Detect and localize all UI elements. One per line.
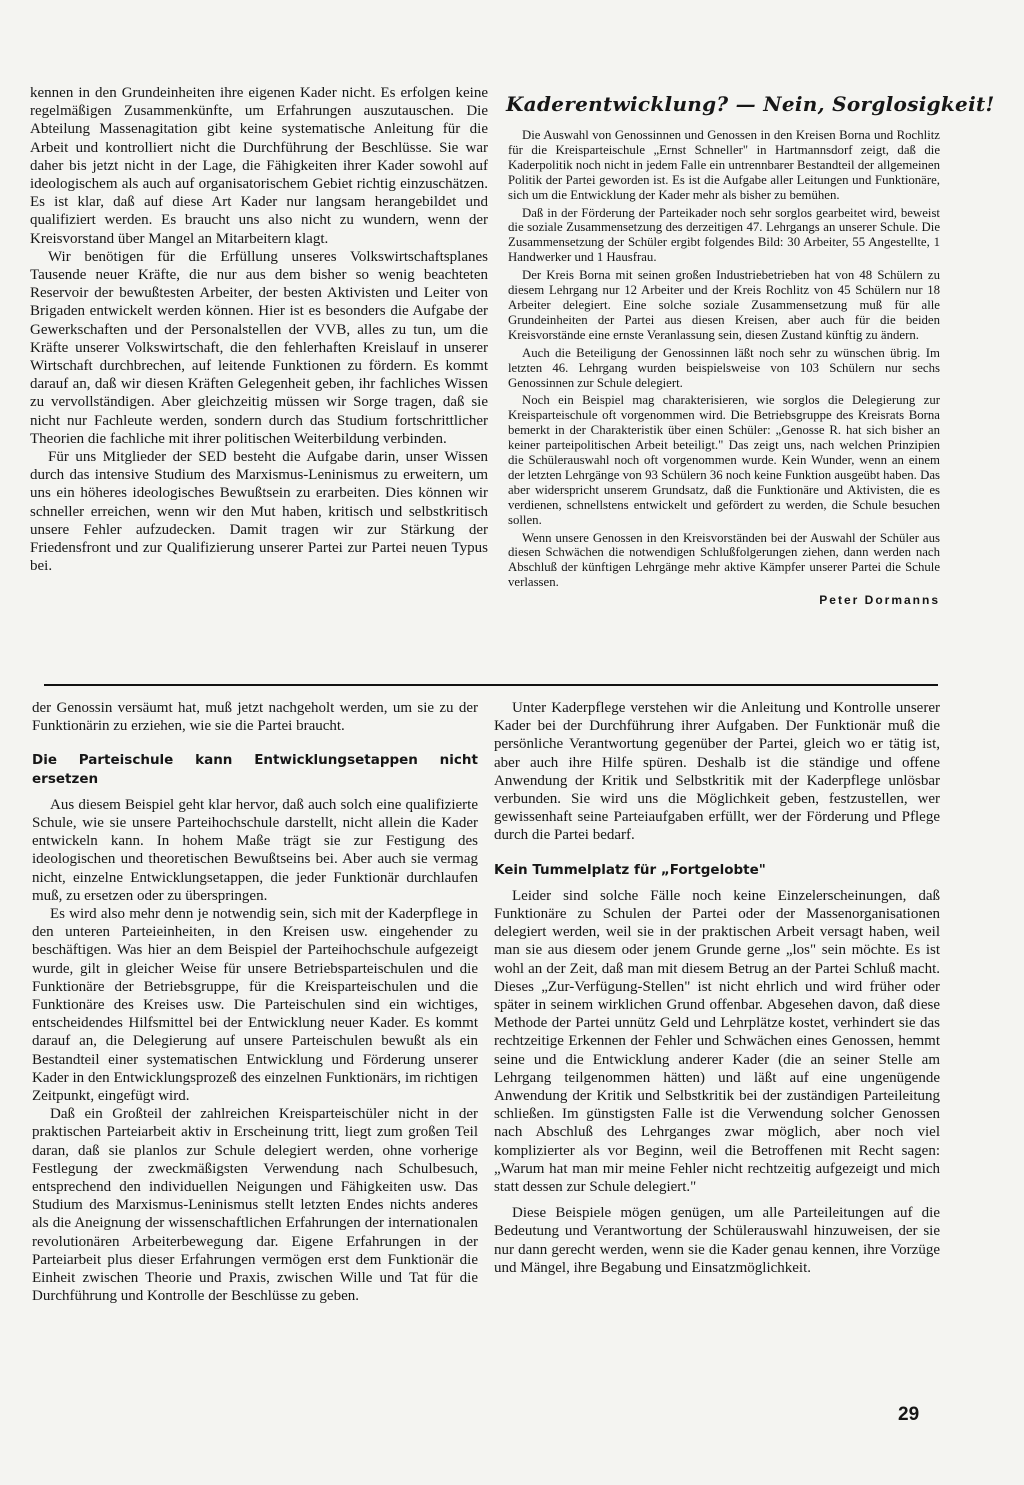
bottom-right-column xyxy=(494,699,940,1277)
paragraph: Wenn unsere Genossen in den Kreisvorständen bei der Auswahl der Schüler aus diesen Schwächen die notwendigen Schlußfolgerungen ziehen, dann werden nach Abschluß der künftigen Lehrgänge mehr aktive Kämpfer unserer Partei die Schule verlassen. xyxy=(508,530,940,590)
paragraph: Daß ein Großteil der zahlreichen Kreisparteischüler nicht in der praktischen Parteiarbeit aktiv in Erscheinung tritt, liegt zum großen Teil daran, daß sie planlos zur Schule delegiert werden, ohne vorherige Festlegung der zweckmäßigsten Verwendung nach Schulbesuch, entsprechend den individuellen Neigungen und Fähigkeiten usw. Das Studium des Marxismus-Leninismus stellt letzten Endes nichts anderes als die Aneignung der wissenschaftlichen Erfahrungen der internationalen revolutionären Arbeiterbewegung dar. Eigene Erfahrungen in der Parteiarbeit plus dieser Erfahrungen vermögen erst dem Funktionär die Einheit zwischen Theorie und Praxis, zwischen Wille und Tat für die Durchführung und Kontrolle der Beschlüsse zu geben. xyxy=(32,1106,478,1305)
section-subheading: Kein Tummelplatz für „Fortgelobte" xyxy=(494,861,766,878)
paragraph: der Genossin versäumt hat, muß jetzt nachgeholt werden, um sie zu der Funktionärin zu erziehen, wie sie die Partei braucht. xyxy=(32,700,478,735)
paragraph: Aus diesem Beispiel geht klar hervor, daß auch solch eine qualifizierte Schule, wie sie unsere Parteihochschule darstellt, nicht allein die Kader entwickeln kann. In hohem Maße trägt sie zur Festigung des ideologischen und theoretischen Bewußtseins bei. Aber auch sie vermag nicht, einzelne Entwicklungsetappen, die jeder Funktionär durchlaufen muß, zu ersetzen oder zu überspringen. xyxy=(32,796,478,904)
paragraph: Unter Kaderpflege verstehen wir die Anleitung und Kontrolle unserer Kader bei der Durchführung ihrer Aufgaben. Der Funktionär muß die persönliche Verantwortung gegenüber der Partei, gleich wo er tätig ist, aber auch ihre Hilfe spüren. Deshalb ist die ständige und offene Anwendung der Kritik und Selbstkritik mit der Kaderpflege unlösbar verbunden. Sie wird uns die Möglichkeit geben, festzustellen, wer gewissenhaft seine Parteiaufgaben erfüllt, wer der Förderung und Pflege durch die Partei bedarf. xyxy=(494,700,940,844)
box-article-column xyxy=(508,128,940,608)
paragraph: kennen in den Grundeinheiten ihre eigenen Kader nicht. Es erfolgen keine regelmäßigen Zusammenkünfte, um Erfahrungen auszutauschen. Die Abteilung Massenagitation gibt keine systematische Anleitung für die Arbeit und kontrolliert nicht die Durchführung der Beschlüsse. Sie war daher bis jetzt nicht in der Lage, die Fähigkeiten ihrer Kader sowohl auf ideologischem als auch auf organisatorischem Gebiet richtig einzuschätzen. Es ist klar, daß auf diese Art Kader nur langsam herangebildet und qualifiziert werden. Es braucht uns also nicht zu wundern, wenn der Kreisvorstand über Mangel an Mitarbeitern klagt. xyxy=(30,85,488,247)
top-left-column xyxy=(30,84,488,575)
author-signature: Peter Dormanns xyxy=(819,593,940,608)
section-subheading: Die Parteischule kann Entwicklungsetappen nicht ersetzen xyxy=(32,752,478,787)
page-number: 29 xyxy=(898,1404,920,1425)
paragraph: Auch die Beteiligung der Genossinnen läßt noch sehr zu wünschen übrig. Im letzten 46. Lehrgang wurden beispielsweise von 103 Schülern nur sechs Genossinnen zur Schule delegiert. xyxy=(508,345,940,390)
paragraph: Für uns Mitglieder der SED besteht die Aufgabe darin, unser Wissen durch das intensive Studium des Marxismus-Leninismus zu erweitern, um uns ein höheres ideologisches Bewußtsein zu erarbeiten. Dies können wir schneller erreichen, wenn wir den Mut haben, kritisch und selbstkritisch unsere Fehler aufzudecken. Damit tragen wir zur Stärkung der Friedensfront und zur Qualifizierung unserer Partei zur Partei neuen Typus bei. xyxy=(30,449,488,575)
paragraph: Der Kreis Borna mit seinen großen Industriebetrieben hat von 48 Schülern zu diesem Lehrgang nur 12 Arbeiter und der Kreis Rochlitz von 45 Schülern nur 18 Arbeiter delegiert. Eine solche soziale Zusammensetzung muß für alle Grundeinheiten der Partei aus diesen Kreisen, aber auch für die beiden Kreisvorstände eine ernste Veranlassung sein, diesen Zustand künftig zu ändern. xyxy=(508,268,940,342)
section-divider xyxy=(44,684,938,686)
paragraph: Wir benötigen für die Erfüllung unseres Volkswirtschaftsplanes Tausende neuer Kräfte, die nur aus dem bisher so wenig beachteten Reservoir der bewußtesten Arbeiter, der besten Aktivisten und Leiter von Brigaden entwickelt werden können. Hier ist es besonders die Aufgabe der Gewerkschaften und der Personalstellen der VVB, alles zu tun, um die Kräfte unserer Volkswirtschaft, die den fehlerhaften Kreislauf in unserer Wirtschaft durchbrechen, auf leitende Funktionen zu fördern. Es kommt darauf an, daß wir diesen Kräften Gelegenheit geben, ihr fachliches Wissen zu vervollständigen. Aber gleichzeitig müssen wir Sorge tragen, daß sie nicht nur Fachleute werden, sondern durch das Studium fortschrittlicher Theorien die fachliche mit ihrer politischen Weiterbildung verbinden. xyxy=(30,248,488,447)
paragraph: Daß in der Förderung der Parteikader noch sehr sorglos gearbeitet wird, beweist die soziale Zusammensetzung des derzeitigen 47. Lehrgangs an unserer Schule. Die Zusammensetzung der Schüler ergibt folgendes Bild: 30 Arbeiter, 55 Angestellte, 1 Handwerker und 1 Hausfrau. xyxy=(508,205,940,265)
paragraph: Diese Beispiele mögen genügen, um alle Parteileitungen auf die Bedeutung und Verantwortung der Schülerauswahl hinzuweisen, der sie nur dann gerecht werden, wenn sie die Kader genau kennen, ihre Vorzüge und Mängel, ihre Begabung und Einsatzmöglichkeit. xyxy=(494,1205,940,1276)
paragraph: Leider sind solche Fälle noch keine Einzelerscheinungen, daß Funktionäre zu Schulen der Partei oder der Massenorganisationen delegiert werden, weil sie in der praktischen Arbeit versagt haben, weil man sie aus diesem oder jenem Grunde gerne „los" sein möchte. Es ist wohl an der Zeit, daß man mit diesem Betrug an der Partei Schluß macht. Dieses „Zur-Verfügung-Stellen" ist nicht ehrlich und wird früher oder später in seinem wirklichen Grund offenbar. Abgesehen davon, daß diese Methode der Partei unnütz Geld und Lehrplätze kostet, verhindert sie das rechtzeitige Erkennen der Fehler und Schwächen eines Genossen, hemmt seine und die Entwicklung anderer Kader (die an seiner Stelle am Lehrgang teilgenommen hätten) und läßt auf eine ungenügende Anwendung der Kritik und Selbstkritik bei der zuständigen Parteileitung schließen. Im günstigsten Falle ist die Verwendung solcher Genossen nach Abschluß des Lehrganges zwar möglich, aber noch viel komplizierter als vor Beginn, weil die Betroffenen mit Recht sagen: „Warum hat man mir meine Fehler nicht rechtzeitig aufgezeigt und mich statt dessen zur Schule delegiert." xyxy=(494,887,940,1196)
paragraph: Die Auswahl von Genossinnen und Genossen in den Kreisen Borna und Rochlitz für die Kreisparteischule „Ernst Schneller" in Hartmannsdorf zeigt, daß die Kaderpolitik noch nicht in jedem Falle ein untrennbarer Bestandteil der allgemeinen Politik der Partei geworden ist. Es ist die Aufgabe aller Leitungen und Funktionäre, sich um die Entwicklung der Kader mehr als bisher zu bemühen. xyxy=(508,128,940,202)
bottom-left-column xyxy=(32,699,478,1306)
article-heading: Kaderentwicklung? — Nein, Sorglosigkeit! xyxy=(506,92,995,116)
paragraph: Noch ein Beispiel mag charakterisieren, wie sorglos die Delegierung zur Kreisparteischule oft vorgenommen wird. Die Betriebsgruppe des Kreisrats Borna bemerkt in der Charakteristik über einen Schüler: „Genosse R. hat sich bisher an keiner parteipolitischen Arbeit beteiligt." Das zeigt uns, nach welchen Prinzipien die Schülerauswahl noch oft vorgenommen wurde. Kein Wunder, wenn an einem der letzten Lehrgänge von 93 Schülern 36 noch keine Funktion ausgeübt haben. Das aber widerspricht unserem Grundsatz, daß die Funktionäre und Aktivisten, die es verdienen, schnellstens entwickelt und gefördert zu werden, die Schule besuchen sollen. xyxy=(508,393,940,527)
paragraph: Es wird also mehr denn je notwendig sein, sich mit der Kaderpflege in den unteren Parteieinheiten, in den Kreisen usw. eingehender zu beschäftigen. Was hier an dem Beispiel der Parteihochschule aufgezeigt wurde, gilt in gleicher Weise für unsere Betriebsparteischulen und die Funktionäre der Betriebsgruppe, für die Kreisparteischulen und die Funktionäre des Kreises usw. Die Parteischulen sind ein wichtiges, entscheidendes Hilfsmittel bei der Entwicklung neuer Kader. Es kommt darauf an, die Delegierung auf unsere Parteischulen bewußt als ein Bestandteil einer systematischen Entwicklung und Förderung unserer Kader in den Entwicklungsprozeß des einzelnen Funktionärs, im richtigen Zeitpunkt, eingefügt wird. xyxy=(32,906,478,1105)
